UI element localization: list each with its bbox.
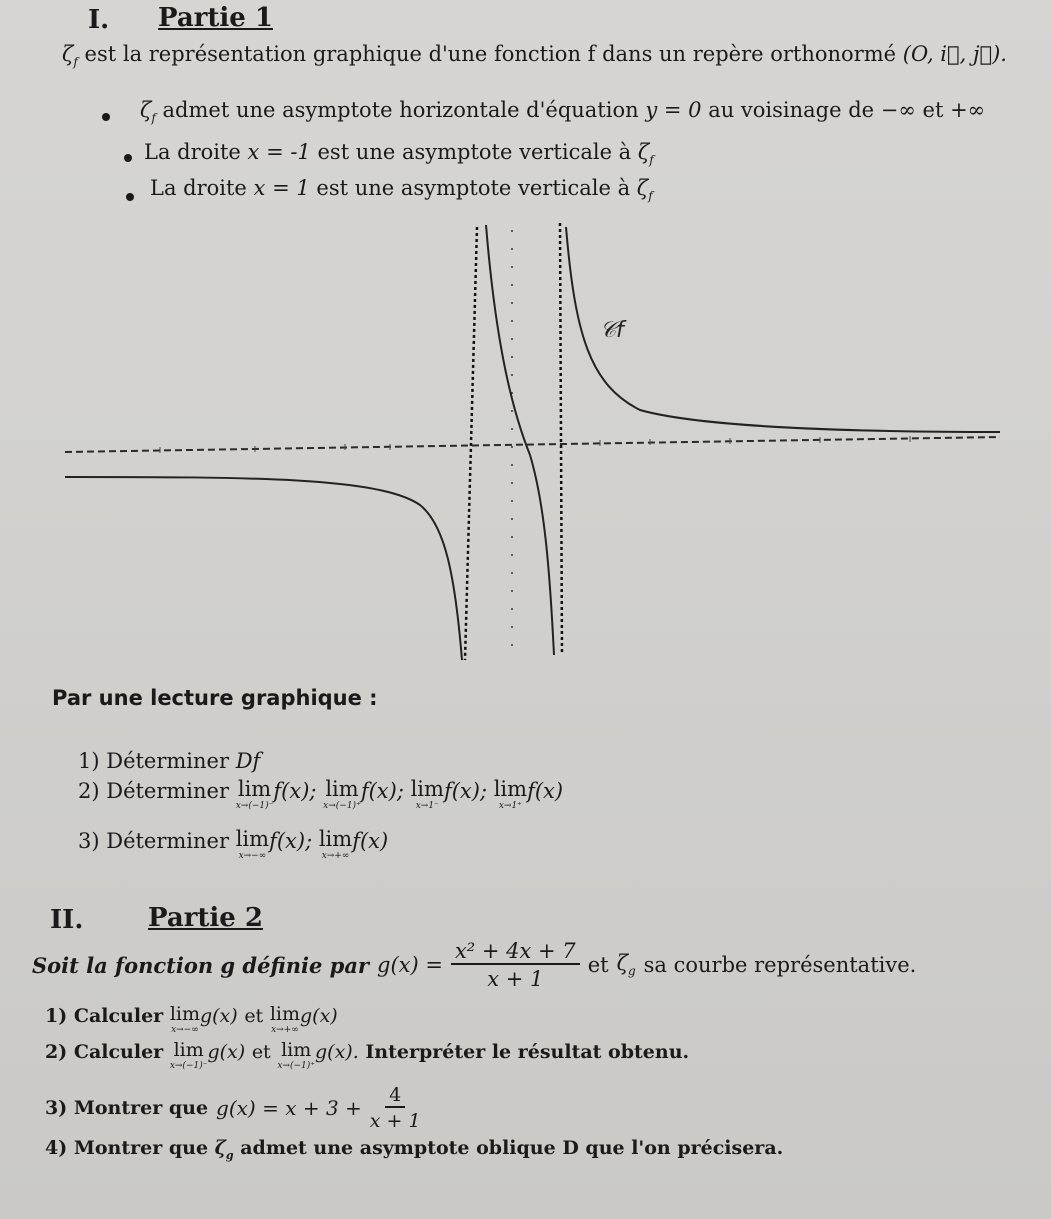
limit-fx: f(x); (269, 829, 313, 853)
lim-sub: x→(−1)⁻ (235, 801, 274, 811)
part2-question-1 (45, 1005, 338, 1035)
lim-word: lim (493, 777, 528, 801)
limit-expr (270, 1005, 300, 1035)
limit-expr (170, 1041, 208, 1071)
g-numerator: x² + 4x + 7 (451, 939, 580, 965)
limit-expr (494, 779, 527, 811)
limit-expr (277, 1041, 315, 1071)
lim-sub: x→−∞ (238, 851, 267, 861)
limit-expr (170, 1005, 200, 1035)
curve-branch-middle (486, 225, 554, 655)
part1-question-3 (78, 829, 388, 861)
curve-subscript: f (73, 55, 78, 70)
limit-fx: f(x) (352, 829, 389, 853)
domain-symbol: Df (235, 749, 261, 773)
g-denominator: x + 1 (487, 967, 544, 991)
part2-question-2 (45, 1041, 689, 1071)
curve-subscript: f (648, 189, 653, 204)
bullet-dot (102, 113, 110, 121)
et-word: et (244, 1005, 264, 1027)
bullet-item-1 (140, 98, 985, 125)
lim-word: lim (173, 1039, 204, 1061)
limit-expr (319, 829, 352, 861)
question-label: 1) Déterminer (78, 749, 230, 773)
part2-question-4 (45, 1137, 783, 1162)
g-fraction (451, 939, 580, 991)
et-word: et (587, 953, 609, 977)
lim-sub: x→+∞ (321, 851, 350, 861)
limit-expr (411, 779, 444, 811)
part1-number: I. (88, 5, 110, 35)
part1-title: Partie 1 (158, 3, 273, 33)
question-label: 3) Déterminer (78, 829, 230, 853)
limit-fx: g(x) (300, 1005, 338, 1027)
limit-fx: g(x) (199, 1005, 238, 1027)
part2-title: Partie 2 (148, 903, 263, 933)
lim-word: lim (318, 827, 353, 851)
question-label: 1) Calculer (45, 1005, 164, 1027)
bullet-item-2 (144, 140, 654, 167)
equation: y = 0 (645, 98, 702, 122)
question-label: 3) Montrer que (45, 1097, 209, 1119)
question-label: 2) Déterminer (78, 779, 230, 803)
lim-sub: x→−∞ (171, 1025, 199, 1035)
lecture-heading: Par une lecture graphique : (52, 686, 378, 710)
axis-ticks (160, 436, 910, 453)
curve-subscript: f (649, 153, 654, 168)
question-label: 4) Montrer que (45, 1137, 209, 1159)
limit-fx: f(x); (273, 779, 317, 803)
part1-question-2 (78, 779, 563, 811)
equation: x = -1 (247, 140, 311, 164)
bullet-text: admet une asymptote horizontale d'équation (162, 98, 639, 122)
bullet-dot (124, 154, 132, 162)
curve-label: 𝒞f (600, 318, 624, 343)
frame-notation: (O, i⃗, j⃗). (902, 42, 1007, 66)
lim-word: lim (235, 827, 270, 851)
bullet-tail: au voisinage de −∞ et +∞ (708, 98, 986, 122)
equation: x = 1 (253, 176, 310, 200)
curve-subscript: f (151, 111, 156, 126)
bullet-dot (126, 193, 134, 201)
limit-expr (236, 779, 274, 811)
lim-word: lim (325, 777, 359, 801)
curve-symbol: ζ (616, 951, 628, 976)
lim-sub: x→1⁺ (498, 801, 522, 811)
intro-text: est la représentation graphique d'une fonction f dans un repère orthonormé (84, 42, 897, 66)
et-word: et (251, 1041, 271, 1063)
limit-fx: g(x) (207, 1041, 246, 1063)
curve-symbol: ζ (62, 42, 74, 66)
curve-symbol: ζ (637, 140, 650, 164)
limit-fx: f(x) (527, 779, 564, 803)
remainder-numerator: 4 (385, 1084, 405, 1108)
lim-sub: x→(−1)⁺ (277, 1061, 315, 1071)
lim-sub: x→(−1)⁻ (169, 1061, 208, 1071)
part2-number: II. (50, 905, 84, 935)
asymptote-x-1 (560, 223, 562, 655)
question-tail: admet une asymptote oblique D que l'on précisera. (240, 1137, 784, 1159)
remainder-denominator: x + 1 (369, 1110, 421, 1132)
bullet-text: La droite (150, 176, 247, 200)
g-rewritten: g(x) = x + 3 + (216, 1096, 362, 1120)
part2-intro (32, 935, 916, 995)
lim-sub: x→(−1)⁺ (323, 801, 361, 811)
bullet-tail: est une asymptote verticale à (316, 176, 631, 200)
question-tail: Interpréter le résultat obtenu. (365, 1041, 690, 1063)
lim-word: lim (269, 1003, 300, 1025)
function-graph (0, 215, 1051, 675)
bullet-item-3 (150, 176, 653, 203)
curve-symbol: ζ (214, 1137, 226, 1159)
lim-sub: x→1⁻ (415, 801, 439, 811)
bullet-tail: est une asymptote verticale à (317, 140, 632, 164)
asymptote-x-minus-1 (465, 227, 477, 660)
part2-question-3 (45, 1084, 421, 1132)
curve-symbol: ζ (140, 98, 152, 122)
part1-question-1 (78, 749, 260, 773)
curve-branch-left (65, 477, 462, 660)
limit-fx: f(x); (360, 779, 404, 803)
lim-word: lim (169, 1003, 200, 1025)
lim-word: lim (237, 777, 272, 801)
lim-word: lim (410, 777, 444, 801)
limit-expr (323, 779, 361, 811)
x-axis (65, 437, 1000, 452)
g-lhs: g(x) = (377, 953, 443, 977)
bullet-text: La droite (144, 140, 241, 164)
question-label: 2) Calculer (45, 1041, 164, 1063)
remainder-fraction (370, 1084, 421, 1132)
intro-tail: sa courbe représentative. (643, 953, 917, 977)
curve-subscript: g (627, 964, 636, 979)
part1-intro (62, 42, 1007, 69)
lim-sub: x→+∞ (271, 1025, 299, 1035)
limit-fx: f(x); (443, 779, 488, 803)
curve-branch-right (566, 227, 1000, 432)
limit-fx: g(x). (315, 1041, 359, 1063)
intro-text: Soit la fonction g définie par (32, 952, 369, 978)
curve-symbol: ζ (636, 176, 649, 200)
limit-expr (236, 829, 269, 861)
lim-word: lim (281, 1039, 312, 1061)
curve-subscript: g (225, 1148, 234, 1162)
